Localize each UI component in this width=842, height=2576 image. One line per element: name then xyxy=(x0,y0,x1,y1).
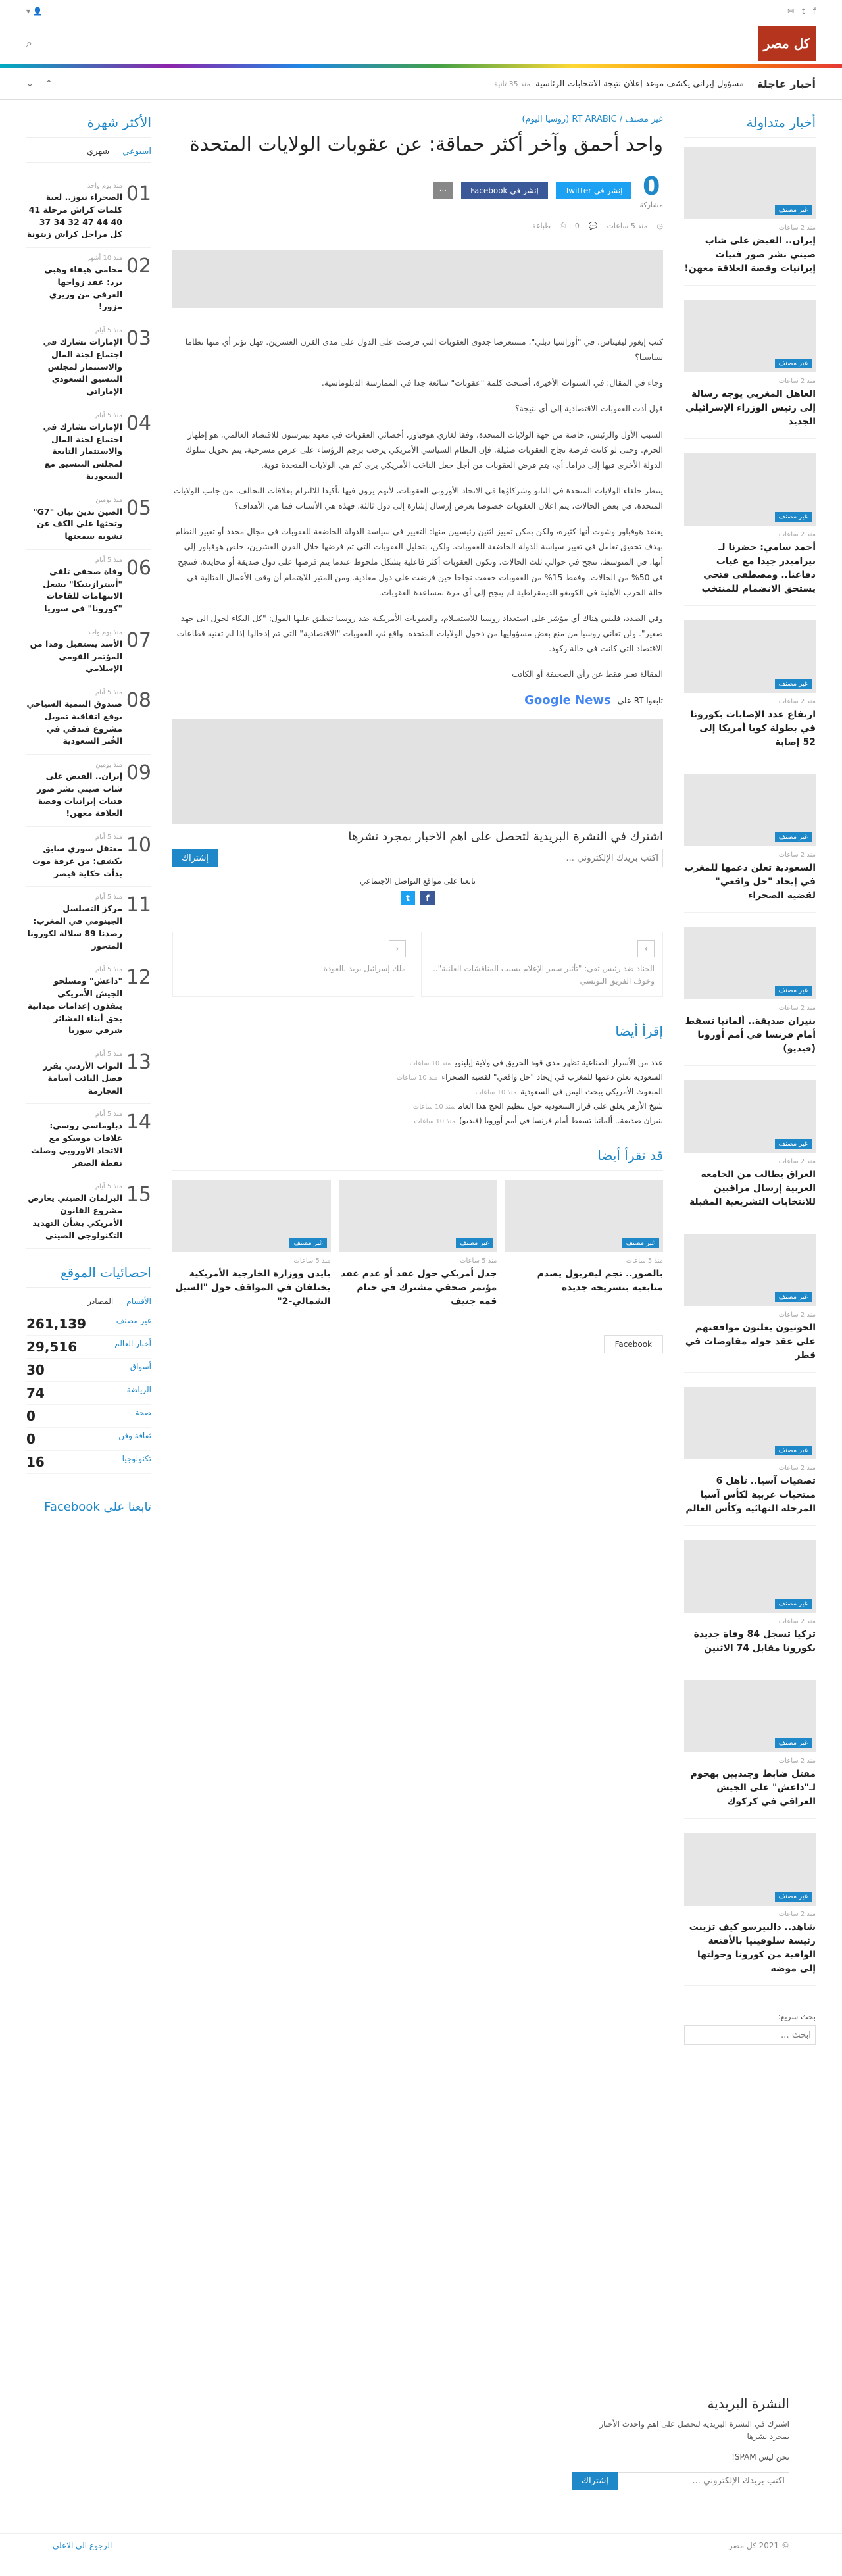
article-meta xyxy=(172,221,663,230)
read-also-list xyxy=(172,1055,663,1128)
read-also-item[interactable] xyxy=(172,1070,663,1084)
stat-value: 74 xyxy=(26,1385,45,1402)
stats-title: احصائيات الموقع xyxy=(26,1265,151,1288)
google-news-logo[interactable]: Google News xyxy=(524,694,611,708)
popular-item[interactable] xyxy=(26,550,151,622)
trending-thumb[interactable] xyxy=(684,300,816,372)
trending-meta: منذ 2 ساعات xyxy=(778,1757,816,1765)
popular-title[interactable]: صندوق التنمية السياحي يوقع اتفاقية تمويل مشروع فندقي في الخُبر السعودية xyxy=(26,699,122,746)
facebook-follow-title[interactable]: تابعنا على Facebook xyxy=(44,1500,151,1515)
popular-item[interactable] xyxy=(26,959,151,1044)
popular-rank: 09 xyxy=(126,761,151,784)
google-news-follow[interactable] xyxy=(172,694,663,707)
trending-thumb[interactable] xyxy=(684,453,816,526)
trending-item[interactable] xyxy=(684,620,816,759)
tab-sources[interactable]: المصادر xyxy=(87,1297,114,1307)
comment-icon: 💬 xyxy=(588,221,598,230)
chevron-up-icon[interactable]: ⌃ xyxy=(45,79,53,89)
read-also-link[interactable]: بنيران صديقة.. ألمانيا تسقط أمام فرنسا في أمم أوروبا (فيديو) xyxy=(458,1115,663,1125)
trending-item[interactable] xyxy=(684,1680,816,1819)
category-badge[interactable]: غير مصنف xyxy=(775,679,812,689)
trending-title[interactable]: مقتل ضابط وجنديين بهجوم لـ"داعش" على الجيش العراقي في كركوك xyxy=(690,1769,816,1807)
popular-item[interactable] xyxy=(26,1044,151,1104)
category-badge[interactable]: غير مصنف xyxy=(775,359,812,368)
popular-item[interactable] xyxy=(26,755,151,827)
popular-meta: منذ يوم واحد xyxy=(87,182,122,189)
twitter-icon[interactable]: t xyxy=(802,6,805,16)
trending-meta: منذ 2 ساعات xyxy=(778,851,816,859)
mail-icon[interactable]: ✉ xyxy=(787,6,795,16)
share-more-button[interactable]: ··· xyxy=(433,182,453,199)
trending-thumb[interactable] xyxy=(684,774,816,846)
may-read-time: منذ 5 ساعات xyxy=(626,1257,663,1265)
trending-thumb[interactable] xyxy=(684,1680,816,1752)
trending-title[interactable]: السعودية تعلن دعمها للمغرب في إيجاد "حل واقعي" لقضية الصحراء xyxy=(684,863,816,901)
header xyxy=(0,22,842,64)
popular-column xyxy=(26,114,151,2045)
trending-meta: منذ 2 ساعات xyxy=(778,531,816,538)
trending-thumb[interactable] xyxy=(684,620,816,693)
popular-title[interactable]: الإمارات تشارك في اجتماع لجنة المال والاستثمار التابعة لمجلس التنسيق مع السعودية xyxy=(43,421,122,481)
search-icon[interactable]: ⌕ xyxy=(26,37,32,49)
print-icon[interactable]: ⎙ xyxy=(560,221,566,230)
breaking-time: منذ 35 ثانية xyxy=(494,80,531,88)
article-paragraph: كتب إيغور ليفيتاس، في "أوراسيا دبلي"، مستعرضا جدوى العقوبات التي فرضت على الدول على مدى القرن العشرين. فهل تؤثر أي منها نظاما سياسيا؟ xyxy=(185,337,663,363)
popular-item[interactable] xyxy=(26,176,151,248)
popular-rank: 08 xyxy=(126,689,151,712)
trending-title[interactable]: ارتفاع عدد الإصابات بكورونا في بطولة كوبا أمريكا إلى 52 إصابة xyxy=(690,709,816,747)
article-print[interactable]: طباعة xyxy=(532,221,551,230)
breaking-news-bar xyxy=(0,68,842,100)
trending-item[interactable] xyxy=(684,1387,816,1526)
trending-item[interactable] xyxy=(684,1540,816,1665)
facebook-icon[interactable]: f xyxy=(420,891,435,905)
popular-rank: 14 xyxy=(126,1111,151,1134)
stat-value: 16 xyxy=(26,1454,45,1471)
popular-title[interactable]: الصين تدين بيان "G7" وتحثها على الكف عن تشويه سمعتها xyxy=(33,506,122,541)
category-badge[interactable]: غير مصنف xyxy=(622,1238,659,1248)
popular-rank: 12 xyxy=(126,966,151,990)
trending-meta: منذ 2 ساعات xyxy=(778,1618,816,1625)
may-read-grid xyxy=(172,1180,663,1309)
popular-title[interactable]: إيران.. القبض على شاب صيني نشر صور فتيات إيرانيات وقصة العلاقة معهن! xyxy=(37,771,122,819)
trending-item[interactable] xyxy=(684,1234,816,1373)
popular-item[interactable] xyxy=(26,1176,151,1249)
stat-row xyxy=(26,1382,151,1405)
article-categories[interactable]: غير مصنف / RT ARABIC (روسيا اليوم) xyxy=(522,114,663,124)
trending-title[interactable]: شاهد.. دالبيرسو كيف تزينت رئيسة سلوفينيا بالأقنعة الواقية من كورونا وحولتها إلى موضة xyxy=(689,1922,816,1974)
popular-rank: 07 xyxy=(126,628,151,652)
may-read-title: قد تقرأ أيضا xyxy=(172,1148,663,1171)
stat-row xyxy=(26,1428,151,1451)
trending-title[interactable]: العاهل المغربي يوجه رسالة إلى رئيس الوزراء الإسرائيلي الجديد xyxy=(685,389,816,427)
newsletter-text: اشترك في النشرة البريدية لتحصل على اهم الاخبار بمجرد نشرها xyxy=(348,830,663,844)
popular-title[interactable]: مركز التسلسل الجينومي في المغرب: رصدنا 89 سلالة لكورونا المتحور xyxy=(27,903,122,951)
popular-item[interactable] xyxy=(26,827,151,887)
read-also-time: منذ 10 ساعات xyxy=(412,1103,455,1111)
popular-rank: 06 xyxy=(126,556,151,580)
copyright: © 2021 كل مصر xyxy=(728,2540,789,2550)
read-also-item[interactable] xyxy=(172,1055,663,1070)
popular-meta: منذ 5 أيام xyxy=(95,327,122,334)
trending-item[interactable] xyxy=(684,453,816,606)
read-also-item[interactable] xyxy=(172,1099,663,1113)
category-badge[interactable]: غير مصنف xyxy=(289,1238,326,1248)
read-also-link[interactable]: المبعوث الأمريكي يبحث اليمن في السعودية xyxy=(520,1086,663,1096)
user-icon[interactable]: 👤 ▾ xyxy=(26,6,43,16)
popular-meta: منذ يومين xyxy=(95,496,122,504)
read-also-time: منذ 10 ساعات xyxy=(396,1074,438,1082)
popular-meta: منذ يوم واحد xyxy=(87,628,122,636)
may-read-thumb[interactable] xyxy=(172,1180,331,1252)
category-badge[interactable]: غير مصنف xyxy=(775,205,812,215)
popular-title: الأكثر شهرة xyxy=(26,114,151,138)
read-also-link[interactable]: عدد من الأسرار الصناعية تظهر مدى قوة الحريق في ولاية إيلينوي xyxy=(455,1057,663,1067)
comments-tab-facebook[interactable]: Facebook xyxy=(604,1335,663,1353)
newsletter-banner xyxy=(172,719,663,824)
trending-thumb[interactable] xyxy=(684,1387,816,1459)
may-read-card[interactable] xyxy=(505,1180,663,1309)
category-badge[interactable]: غير مصنف xyxy=(775,1892,812,1902)
stat-value: 261,139 xyxy=(26,1316,87,1332)
trending-title[interactable]: بنيران صديقة.. ألمانيا تسقط أمام فرنسا في أمم أوروبا (فيديو) xyxy=(685,1016,816,1054)
read-also-time: منذ 10 ساعات xyxy=(414,1117,455,1125)
stat-row xyxy=(26,1359,151,1382)
category-badge[interactable]: غير مصنف xyxy=(775,1599,812,1609)
footer-newsletter-text: اشترك في النشرة البريدية لتحصل على اهم واحدث الأخبار بمجرد نشرها xyxy=(599,2419,789,2442)
newsletter-form xyxy=(172,849,663,867)
trending-title: أخبار متداولة xyxy=(684,114,816,138)
popular-meta: منذ 5 أيام xyxy=(95,966,122,974)
stat-name[interactable]: ثقافة وفن xyxy=(118,1431,151,1441)
popular-meta: منذ 5 أيام xyxy=(95,411,122,419)
prev-article-title: ملك إسرائيل يريد بالعودة xyxy=(323,964,406,974)
popular-meta: منذ يومين xyxy=(95,761,122,769)
article-title: واحد أحمق وآخر أكثر حماقة: عن عقوبات الولايات المتحدة xyxy=(189,133,663,156)
read-also-title: إقرأ أيضا xyxy=(172,1023,663,1046)
article-comments[interactable]: 0 xyxy=(574,221,580,230)
article-paragraph: وجاء في المقال: في السنوات الأخيرة، أصبحت كلمة "عقوبات" شائعة جدا في الممارسة الدبلوماسية. xyxy=(321,378,663,388)
popular-rank: 03 xyxy=(126,327,151,350)
popular-item[interactable] xyxy=(26,320,151,405)
site-logo[interactable]: كل مصر xyxy=(758,26,816,61)
may-read-card[interactable] xyxy=(172,1180,331,1309)
trending-meta: منذ 2 ساعات xyxy=(778,1911,816,1918)
stat-name[interactable]: غير مصنف xyxy=(116,1316,151,1326)
trending-item[interactable] xyxy=(684,927,816,1066)
popular-meta: منذ 5 أيام xyxy=(95,1051,122,1058)
chevron-left-icon: ‹ xyxy=(389,940,406,957)
tab-weekly[interactable]: اسبوعي xyxy=(122,147,151,157)
popular-meta: منذ 5 أيام xyxy=(95,1111,122,1119)
trending-item[interactable] xyxy=(684,774,816,913)
popular-rank: 10 xyxy=(126,834,151,857)
popular-item[interactable] xyxy=(26,248,151,320)
article-time: منذ 5 ساعات xyxy=(607,221,648,230)
popular-item[interactable] xyxy=(26,1104,151,1176)
stat-name[interactable]: أسواق xyxy=(130,1362,151,1372)
may-read-card[interactable] xyxy=(339,1180,497,1309)
trending-column xyxy=(684,114,816,2045)
popular-item[interactable] xyxy=(26,405,151,490)
article-image xyxy=(172,250,663,308)
may-read-thumb[interactable] xyxy=(339,1180,497,1252)
popular-title[interactable]: محامي هيفاء وهبي يرد: عقد زواجها العرفي من وزيري مزور! xyxy=(44,265,122,312)
popular-title[interactable]: دبلوماسي روسي: علاقات موسكو مع الاتحاد الأوروبي وصلت نقطة الصفر xyxy=(31,1121,122,1168)
newsletter-subscribe-button[interactable]: إشتراك xyxy=(172,849,218,867)
tab-monthly[interactable]: شهري xyxy=(87,147,110,157)
article-paragraph: يعتقد هوفباور وشوت أنها كثيرة، ولكن يمكن تمييز اثنين رئيسيين منها: التغيير في سياسة الدولة الخاضعة للعقوبات في مجال محدد أو تغيير النظام بهدف تحقيق تعامل في تغيير سياسة الدولة الخاضعة للعقوبات. ولكن، بتحليل العقوبات التي تم فرضها خلال القرن العشرين، خلص هوفباور إلى أنها، في المتوسط، تنجح في حوالي ثلث الحالات. وتكون العقوبات أكثر فاعلية بشكل ملحوظ عندما يتم فرضها على دول صديقة أو محايدة، فتنجح في 50% من الحالات. وفقط 15% من العقوبات حققت نجاحا حين فرضت على دول معادية. ومن المتبر للاهتمام أن وقف الأعمال القتالية في حالة الحرب الأهلية في الكونغو الديمقراطية لم ينجح إلى أي مرة بمساعدة العقوبات. xyxy=(175,526,663,597)
prev-article[interactable] xyxy=(172,932,414,996)
trending-meta: منذ 2 ساعات xyxy=(778,1005,816,1012)
popular-title[interactable]: وفاة صحفي تلقى "أسترازينيكا" يشعل الانتهامات للقاحات "كورونا" في سوريا xyxy=(43,566,122,613)
article-paragraph: المقالة تعبر فقط عن رأي الصحيفة أو الكاتب xyxy=(512,669,663,680)
read-also-time: منذ 10 ساعات xyxy=(409,1059,451,1067)
trending-meta: منذ 2 ساعات xyxy=(778,698,816,705)
quick-search-label: بحث سريع: xyxy=(778,2012,816,2021)
popular-rank: 05 xyxy=(126,496,151,520)
footer-email-input[interactable] xyxy=(618,2472,789,2490)
twitter-icon[interactable]: t xyxy=(401,891,415,905)
popular-rank: 13 xyxy=(126,1051,151,1074)
trending-item[interactable] xyxy=(684,1833,816,1986)
trending-item[interactable] xyxy=(684,300,816,439)
quick-search-input[interactable] xyxy=(684,2025,816,2045)
stat-value: 29,516 xyxy=(26,1339,78,1355)
popular-rank: 01 xyxy=(126,182,151,205)
popular-meta: منذ 5 أيام xyxy=(95,834,122,841)
bottom-bar xyxy=(0,2533,842,2557)
follow-text: تابعنا على مواقع التواصل الاجتماعي xyxy=(359,876,476,886)
popular-rank: 15 xyxy=(126,1183,151,1207)
category-badge[interactable]: غير مصنف xyxy=(456,1238,493,1248)
trending-meta: منذ 2 ساعات xyxy=(778,1158,816,1165)
trending-title[interactable]: إيران.. القبض على شاب صيني نشر صور فتيات إيرانيات وقصة العلاقة معهن! xyxy=(684,236,816,274)
stat-row xyxy=(26,1313,151,1336)
popular-title[interactable]: الصحراء نيوز.. لعبة كلمات كراش مرحلة 41 40 44 47 32 34 37 كل مراحل كراش زيتونة xyxy=(26,192,122,240)
trending-item[interactable] xyxy=(684,147,816,286)
footer-subscribe-button[interactable]: إشتراك xyxy=(572,2472,618,2490)
popular-item[interactable] xyxy=(26,490,151,550)
trending-thumb[interactable] xyxy=(684,1833,816,1906)
popular-title[interactable]: النواب الأردني يقرر فصل النائب أسامة العجارمة xyxy=(43,1061,122,1096)
category-badge[interactable]: غير مصنف xyxy=(775,1446,812,1455)
trending-title[interactable]: تركيا تسجل 84 وفاة جديدة بكورونا مقابل 74 الاثنين xyxy=(693,1629,816,1654)
trending-title[interactable]: أحمد سامي: حضرنا لـ بيراميدز جيدا مع غياب دفاعنا.. ومصطفى فتحي يستحق الانضمام للمنتخب xyxy=(701,542,816,594)
popular-meta: منذ 5 أيام xyxy=(95,894,122,901)
trending-thumb[interactable] xyxy=(684,1080,816,1153)
share-count: 0 xyxy=(643,172,660,201)
trending-title[interactable]: العراق يطالب من الجامعة العربية إرسال مراقبين للانتخابات التشريعية المقبلة xyxy=(689,1169,816,1207)
popular-meta: منذ 5 أيام xyxy=(95,689,122,696)
read-also-link[interactable]: شيخ الأزهر يعلق على قرار السعودية حول تنظيم الحج هذا العام xyxy=(458,1101,663,1111)
trending-thumb[interactable] xyxy=(684,1234,816,1306)
may-read-title[interactable]: جدل أمريكي حول عقد أو عدم عقد مؤتمر صحفي مشترك في ختام قمة جنيف xyxy=(341,1268,497,1307)
share-facebook-button[interactable]: إنشر في Facebook xyxy=(461,182,548,199)
trending-title[interactable]: الحوثيون يعلنون موافقتهم على عقد جولة مفاوضات في قطر xyxy=(685,1323,816,1361)
article-paragraph: فهل أدت العقوبات الاقتصادية إلى أي نتيجة؟ xyxy=(514,403,663,414)
category-badge[interactable]: غير مصنف xyxy=(775,1738,812,1748)
prev-next-nav xyxy=(172,932,663,996)
popular-meta: منذ 10 أشهر xyxy=(86,255,122,262)
gnews-label: تابعوا RT على xyxy=(617,695,663,705)
popular-meta: منذ 5 أيام xyxy=(95,556,122,564)
popular-title[interactable]: البرلمان الصيني يعارض مشروع القانون الأمريكي بشأن التهديد التكنولوجي الصيني xyxy=(28,1193,122,1240)
back-to-top-link[interactable]: الرجوع الى الاعلى xyxy=(53,2540,112,2550)
share-twitter-button[interactable]: إنشر في Twitter xyxy=(556,182,632,199)
may-read-time: منذ 5 ساعات xyxy=(460,1257,497,1265)
article-paragraph: ينتظر حلفاء الولايات المتحدة في الناتو وشركاؤها في الاتحاد الأوروبي العقوبات، لأنهم يرون فيها تأكيدا للالتزام بعلاقات التحالف، من جانب الولايات المتحدة. في بعض الحالات، يتم اعلان العقوبات خصوصا بعرض إرسال إشارة إلى دول ثالثة. فهذه هي الأسباب فما هي الأهداف؟ xyxy=(173,485,663,511)
popular-meta: منذ 5 أيام xyxy=(95,1183,122,1191)
article-paragraph: السبب الأول والرئيس، خاصة من جهة الولايات المتحدة، وفقا لغاري هوفباور، أخصائي العقوبات في معهد بيترسون للاقتصاد العالمي، هو إظهار الحزم. وحتى لو كانت فرصة نجاح العقوبات ضئيلة، فإن النظام السياسي الأمريكي يرحب برجم الرؤساء على عرض مسرحية، يتم تحويل سلوك الدولة الأخرى فيها إلى دراما. أي، يتم فرض العقوبات من أجل جعل الناخب الأمريكي يرى كم هي الولايات المتحدة قوية. xyxy=(185,429,663,470)
quick-search xyxy=(684,2012,816,2045)
popular-rank: 02 xyxy=(126,255,151,278)
tab-sections[interactable]: الأقسام xyxy=(126,1297,151,1307)
breaking-link[interactable]: مسؤول إيراني يكشف موعد إعلان نتيجة الانتخابات الرئاسية xyxy=(535,79,744,89)
clock-icon: ◷ xyxy=(656,221,663,230)
share-label: مشاركة xyxy=(639,201,663,209)
may-read-title[interactable]: بايدن ووزارة الخارجية الأمريكية يختلفان في المواقف حول "السيل الشمالي-2" xyxy=(175,1268,331,1307)
stat-name[interactable]: الرياضة xyxy=(126,1385,151,1395)
trending-meta: منذ 2 ساعات xyxy=(778,1311,816,1319)
trending-meta: منذ 2 ساعات xyxy=(778,1465,816,1472)
trending-thumb[interactable] xyxy=(684,147,816,219)
popular-rank: 11 xyxy=(126,894,151,917)
category-badge[interactable]: غير مصنف xyxy=(775,832,812,842)
share-bar xyxy=(172,172,663,209)
stat-name[interactable]: أخبار العالم xyxy=(114,1339,151,1349)
popular-title[interactable]: الإمارات تشارك في اجتماع لجنة المال والاستثمار لمجلس التنسيق السعودي الإماراتي xyxy=(43,337,122,396)
top-bar xyxy=(0,0,842,22)
category-badge[interactable]: غير مصنف xyxy=(775,1139,812,1149)
next-article-title: الجناد ضد رئيس تفي: "تأثير سمر الإعلام بسبب المناقشات العلنية".. وخوف الفريق التونسي xyxy=(433,964,655,986)
article xyxy=(166,114,670,2045)
read-also-item[interactable] xyxy=(172,1113,663,1128)
chevron-down-icon[interactable]: ⌄ xyxy=(26,79,34,89)
popular-title[interactable]: الأسد يستقبل وفدا من المؤتمر القومي الإسلامي xyxy=(30,638,122,674)
trending-item[interactable] xyxy=(684,1080,816,1219)
popular-item[interactable] xyxy=(26,622,151,682)
stat-name[interactable]: صحة xyxy=(135,1408,151,1418)
category-badge[interactable]: غير مصنف xyxy=(775,512,812,522)
trending-thumb[interactable] xyxy=(684,927,816,999)
popular-item[interactable] xyxy=(26,887,151,959)
trending-title[interactable]: تصفيات آسيا.. تأهل 6 منتخبات عربية لكأس آسيا المرحلة النهائية وكأس العالم xyxy=(685,1476,816,1514)
stat-value: 0 xyxy=(26,1431,36,1448)
popular-title[interactable]: "داعش" ومسلحو الجيش الأمريكي ينفذون إعدامات ميدانية بحق أبناء العشائر شرقي سوريا xyxy=(27,976,122,1036)
social-links xyxy=(787,7,816,16)
read-also-link[interactable]: السعودية تعلن دعمها للمغرب في إيجاد "حل واقعي" لقضية الصحراء xyxy=(441,1072,663,1082)
stat-row xyxy=(26,1336,151,1359)
chevron-right-icon: › xyxy=(637,940,655,957)
trending-meta: منذ 2 ساعات xyxy=(778,224,816,232)
may-read-time: منذ 5 ساعات xyxy=(293,1257,331,1265)
category-badge[interactable]: غير مصنف xyxy=(775,1292,812,1302)
category-badge[interactable]: غير مصنف xyxy=(775,986,812,996)
stat-value: 30 xyxy=(26,1362,45,1378)
breaking-ticker[interactable] xyxy=(53,79,744,89)
popular-item[interactable] xyxy=(26,682,151,755)
popular-title[interactable]: معتقل سوري سابق يكشف: من غرفة موت بدأت حكاية قيصر xyxy=(32,844,122,878)
footer-newsletter xyxy=(0,2369,842,2526)
breaking-label: أخبار عاجلة xyxy=(756,78,816,90)
article-paragraph: وفي الصدد، فليس هناك أي مؤشر على استعداد روسيا للاستسلام، والعقوبات الأمريكية ضد روسيا تنطبق عليها القول: "كل البكاء لحول الى جهد صغير". ولن تعاني روسيا من منع بعض مسؤوليها من دخول الولايات المتحدة. واقع ثم، العقوبات "الاقتصادية" التي تم إدخالها إذا لم تعنيه قطاعات الاقتصاد التي كانت في حالة ركود. xyxy=(176,613,663,653)
footer-newsletter-title: النشرة البريدية xyxy=(707,2396,789,2412)
stat-row xyxy=(26,1451,151,1474)
read-also-time: منذ 10 ساعات xyxy=(475,1088,517,1096)
read-also-item[interactable] xyxy=(172,1084,663,1099)
next-article[interactable] xyxy=(421,932,663,996)
may-read-thumb[interactable] xyxy=(505,1180,663,1252)
facebook-icon[interactable]: f xyxy=(812,6,816,16)
may-read-title[interactable]: بالصور.. نجم ليفربول يصدم متابعيه بتسريحة جديدة xyxy=(537,1268,663,1293)
footer-spam-text: نحن ليس SPAM! xyxy=(731,2452,789,2462)
trending-thumb[interactable] xyxy=(684,1540,816,1613)
stat-row xyxy=(26,1405,151,1428)
stat-name[interactable]: تكنولوجيا xyxy=(122,1454,151,1464)
trending-meta: منذ 2 ساعات xyxy=(778,378,816,385)
newsletter-email-input[interactable] xyxy=(218,849,663,867)
popular-rank: 04 xyxy=(126,411,151,435)
stat-value: 0 xyxy=(26,1408,36,1425)
